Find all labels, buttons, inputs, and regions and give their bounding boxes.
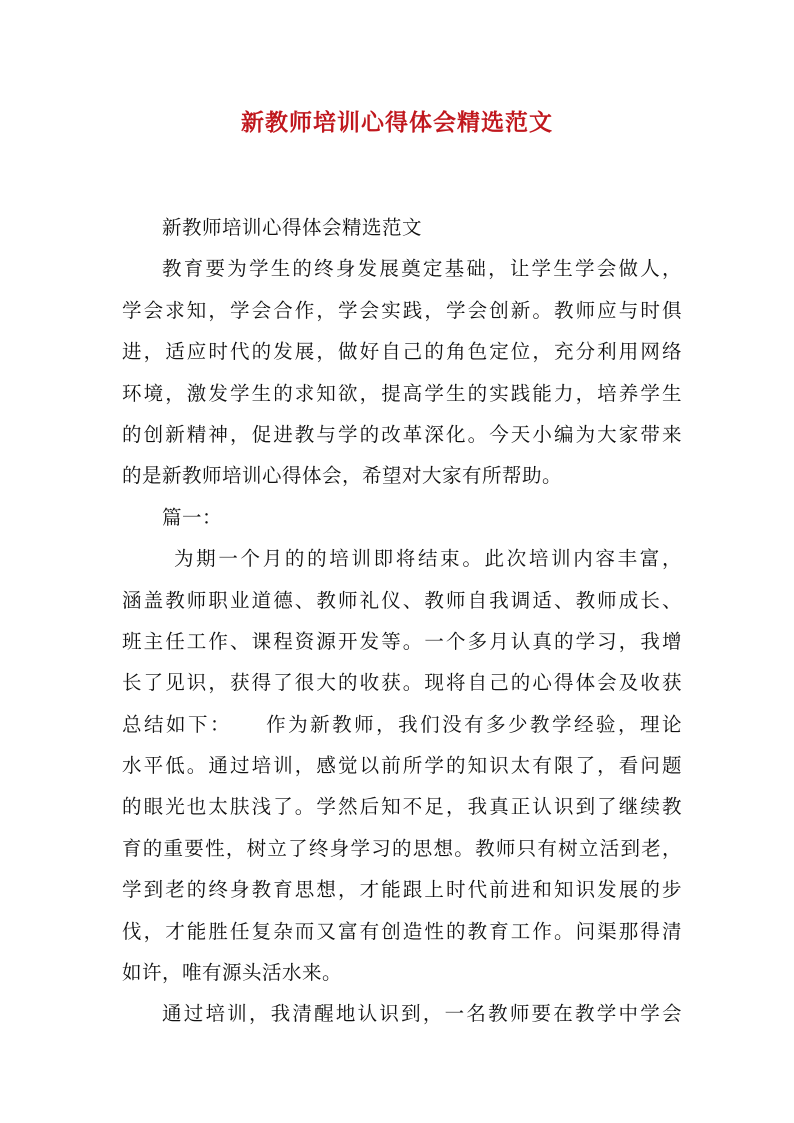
paragraph-line: 通过培训，我清醒地认识到，一名教师要在教学中学会 <box>162 1002 682 1026</box>
paragraph-line: 的是新教师培训心得体会，希望对大家有所帮助。 <box>122 464 563 488</box>
paragraph-line: 学到老的终身教育思想，才能跟上时代前进和知识发展的步 <box>122 878 682 902</box>
paragraph-line: 如许，唯有源头活水来。 <box>122 961 343 985</box>
paragraph-line: 的眼光也太肤浅了。学然后知不足，我真正认识到了继续教 <box>122 795 682 819</box>
paragraph-line: 伐，才能胜任复杂而又富有创造性的教育工作。问渠那得清 <box>122 919 682 943</box>
paragraph-line: 环境，激发学生的求知欲，提高学生的实践能力，培养学生 <box>122 381 682 405</box>
paragraph-line: 的创新精神，促进教与学的改革深化。今天小编为大家带来 <box>122 422 682 446</box>
paragraph-line: 育的重要性，树立了终身学习的思想。教师只有树立活到老， <box>122 836 682 860</box>
document-body <box>122 207 682 1035</box>
document-title: 新教师培训心得体会精选范文 <box>241 109 553 136</box>
paragraph-line: 学会求知，学会合作，学会实践，学会创新。教师应与时俱 <box>122 298 682 322</box>
paragraph-line: 班主任工作、课程资源开发等。一个多月认真的学习，我增 <box>122 629 682 653</box>
section-heading: 篇一： <box>162 505 223 529</box>
paragraph-line: 总结如下： 作为新教师，我们没有多少教学经验，理论 <box>122 712 682 736</box>
paragraph-line: 长了见识，获得了很大的收获。现将自己的心得体会及收获 <box>122 671 682 695</box>
subtitle-line: 新教师培训心得体会精选范文 <box>162 216 423 239</box>
paragraph-line: 教育要为学生的终身发展奠定基础，让学生学会做人， <box>162 257 682 281</box>
paragraph-line: 水平低。通过培训，感觉以前所学的知识太有限了，看问题 <box>122 754 682 778</box>
paragraph-line: 进，适应时代的发展，做好自己的角色定位，充分利用网络 <box>122 340 682 364</box>
paragraph-line: 为期一个月的的培训即将结束。此次培训内容丰富， <box>174 547 682 571</box>
paragraph-line: 涵盖教师职业道德、教师礼仪、教师自我调适、教师成长、 <box>122 588 682 612</box>
